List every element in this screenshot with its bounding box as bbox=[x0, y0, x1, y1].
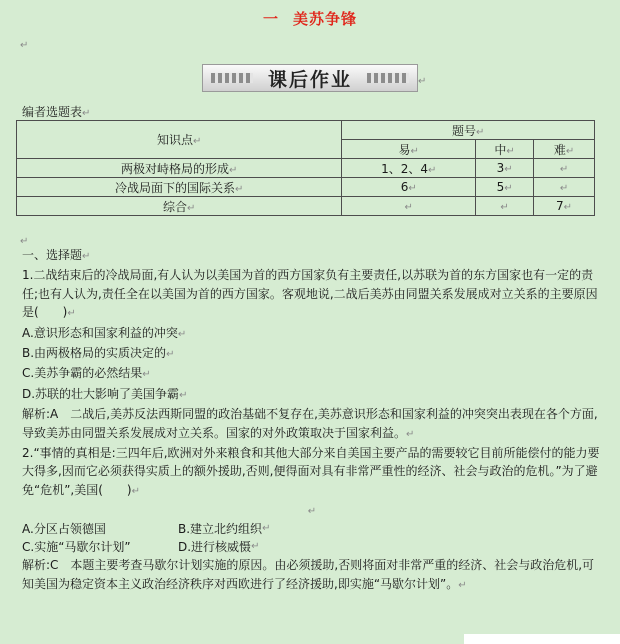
question-2-option-a: A.分区占领德国 bbox=[22, 521, 106, 536]
question-2-analysis: 解析:C 本题主要考查马歇尔计划实施的原因。由必须援助,否则将面对非常严重的经济、社会与政治危机,可知美国为稳定资本主义政治经济秩序对西欧进行了经济援助,即实施“马歇尔计划”。↵ bbox=[22, 558, 595, 591]
banner-text: 课后作业 bbox=[267, 68, 352, 91]
question-1-option-a: A.意识形态和国家利益的冲突↵ bbox=[22, 325, 187, 340]
easy-cell: ↵ bbox=[342, 197, 476, 216]
question-1-option-d: D.苏联的壮大影响了美国争霸↵ bbox=[22, 386, 188, 401]
header-easy: 易↵ bbox=[342, 140, 476, 159]
hard-cell: ↵ bbox=[534, 178, 595, 197]
chapter-name: 美苏争锋 bbox=[293, 10, 358, 28]
question-2-options-cd: C.实施“马歇尔计划” D.进行核威慑 ↵ bbox=[22, 538, 602, 556]
paragraph-mark: ↵ bbox=[20, 236, 29, 247]
question-selection-table bbox=[16, 120, 595, 216]
banner-left-stripes bbox=[211, 73, 253, 83]
easy-cell: 6↵ bbox=[342, 178, 476, 197]
banner-right-stripes bbox=[367, 73, 409, 83]
table-row bbox=[17, 159, 595, 178]
topic-cell: 综合↵ bbox=[17, 197, 342, 216]
table-row bbox=[17, 178, 595, 197]
header-question-number: 题号↵ bbox=[342, 121, 595, 140]
question-2-option-b: B.建立北约组织 bbox=[178, 521, 263, 536]
paragraph-mark: ↵ bbox=[418, 76, 427, 87]
topic-cell: 冷战局面下的国际关系↵ bbox=[17, 178, 342, 197]
table-row bbox=[17, 197, 595, 216]
hard-cell: 7↵ bbox=[534, 197, 595, 216]
question-1-stem: 1.二战结束后的冷战局面,有人认为以美国为首的西方国家负有主要责任,以苏联为首的东方国家也有一定的责任;也有人认为,责任全在以美国为首的西方国家。客观地说,二战后美苏由同盟关系发展成对立关系的主要原因是( )↵ bbox=[22, 268, 598, 320]
question-2-options-ab: A.分区占领德国 B.建立北约组织 ↵ bbox=[22, 520, 602, 538]
section-heading: 一、选择题↵ bbox=[22, 248, 91, 262]
question-2-stem: 2.“事情的真相是:三四年后,欧洲对外来粮食和其他大部分来自美国主要产品的需要较它目前所能偿付的能力要大得多,因而它必须获得实质上的额外援助,否则,便得面对具有非常严重性的经济、社会与政治的危机。”为了避免“危机”,美国( )↵ bbox=[22, 446, 600, 497]
topic-cell: 两极对峙格局的形成↵ bbox=[17, 159, 342, 178]
question-2-option-d: D.进行核威慑 bbox=[178, 540, 252, 555]
easy-cell: 1、2、4↵ bbox=[342, 159, 476, 178]
header-hard: 难↵ bbox=[534, 140, 595, 159]
question-2-option-c: C.实施“马歇尔计划” bbox=[22, 540, 131, 555]
chapter-number: 一 bbox=[262, 10, 279, 28]
blank-line: ↵ bbox=[307, 506, 317, 518]
page-edge-strip bbox=[464, 634, 620, 644]
question-1-option-b: B.由两极格局的实质决定的↵ bbox=[22, 346, 175, 361]
chapter-title bbox=[0, 8, 620, 29]
header-medium: 中↵ bbox=[476, 140, 534, 159]
medium-cell: 3↵ bbox=[476, 159, 534, 178]
header-knowledge-point: 知识点↵ bbox=[17, 121, 342, 159]
medium-cell: 5↵ bbox=[476, 178, 534, 197]
exercise-content bbox=[22, 246, 602, 595]
hard-cell: ↵ bbox=[534, 159, 595, 178]
question-1-analysis: 解析:A 二战后,美苏反法西斯同盟的政治基础不复存在,美苏意识形态和国家利益的冲突突出表现在各个方面,导致美苏由同盟关系发展成对立关系。国家的对外政策取决于国家利益。↵ bbox=[22, 407, 598, 440]
paragraph-mark: ↵ bbox=[20, 40, 29, 51]
homework-banner bbox=[202, 64, 418, 92]
banner-section bbox=[0, 64, 620, 92]
table-caption: 编者选题表↵ bbox=[22, 105, 91, 119]
table-header-row bbox=[17, 121, 595, 140]
question-1-option-c: C.美苏争霸的必然结果↵ bbox=[22, 366, 151, 381]
medium-cell: ↵ bbox=[476, 197, 534, 216]
